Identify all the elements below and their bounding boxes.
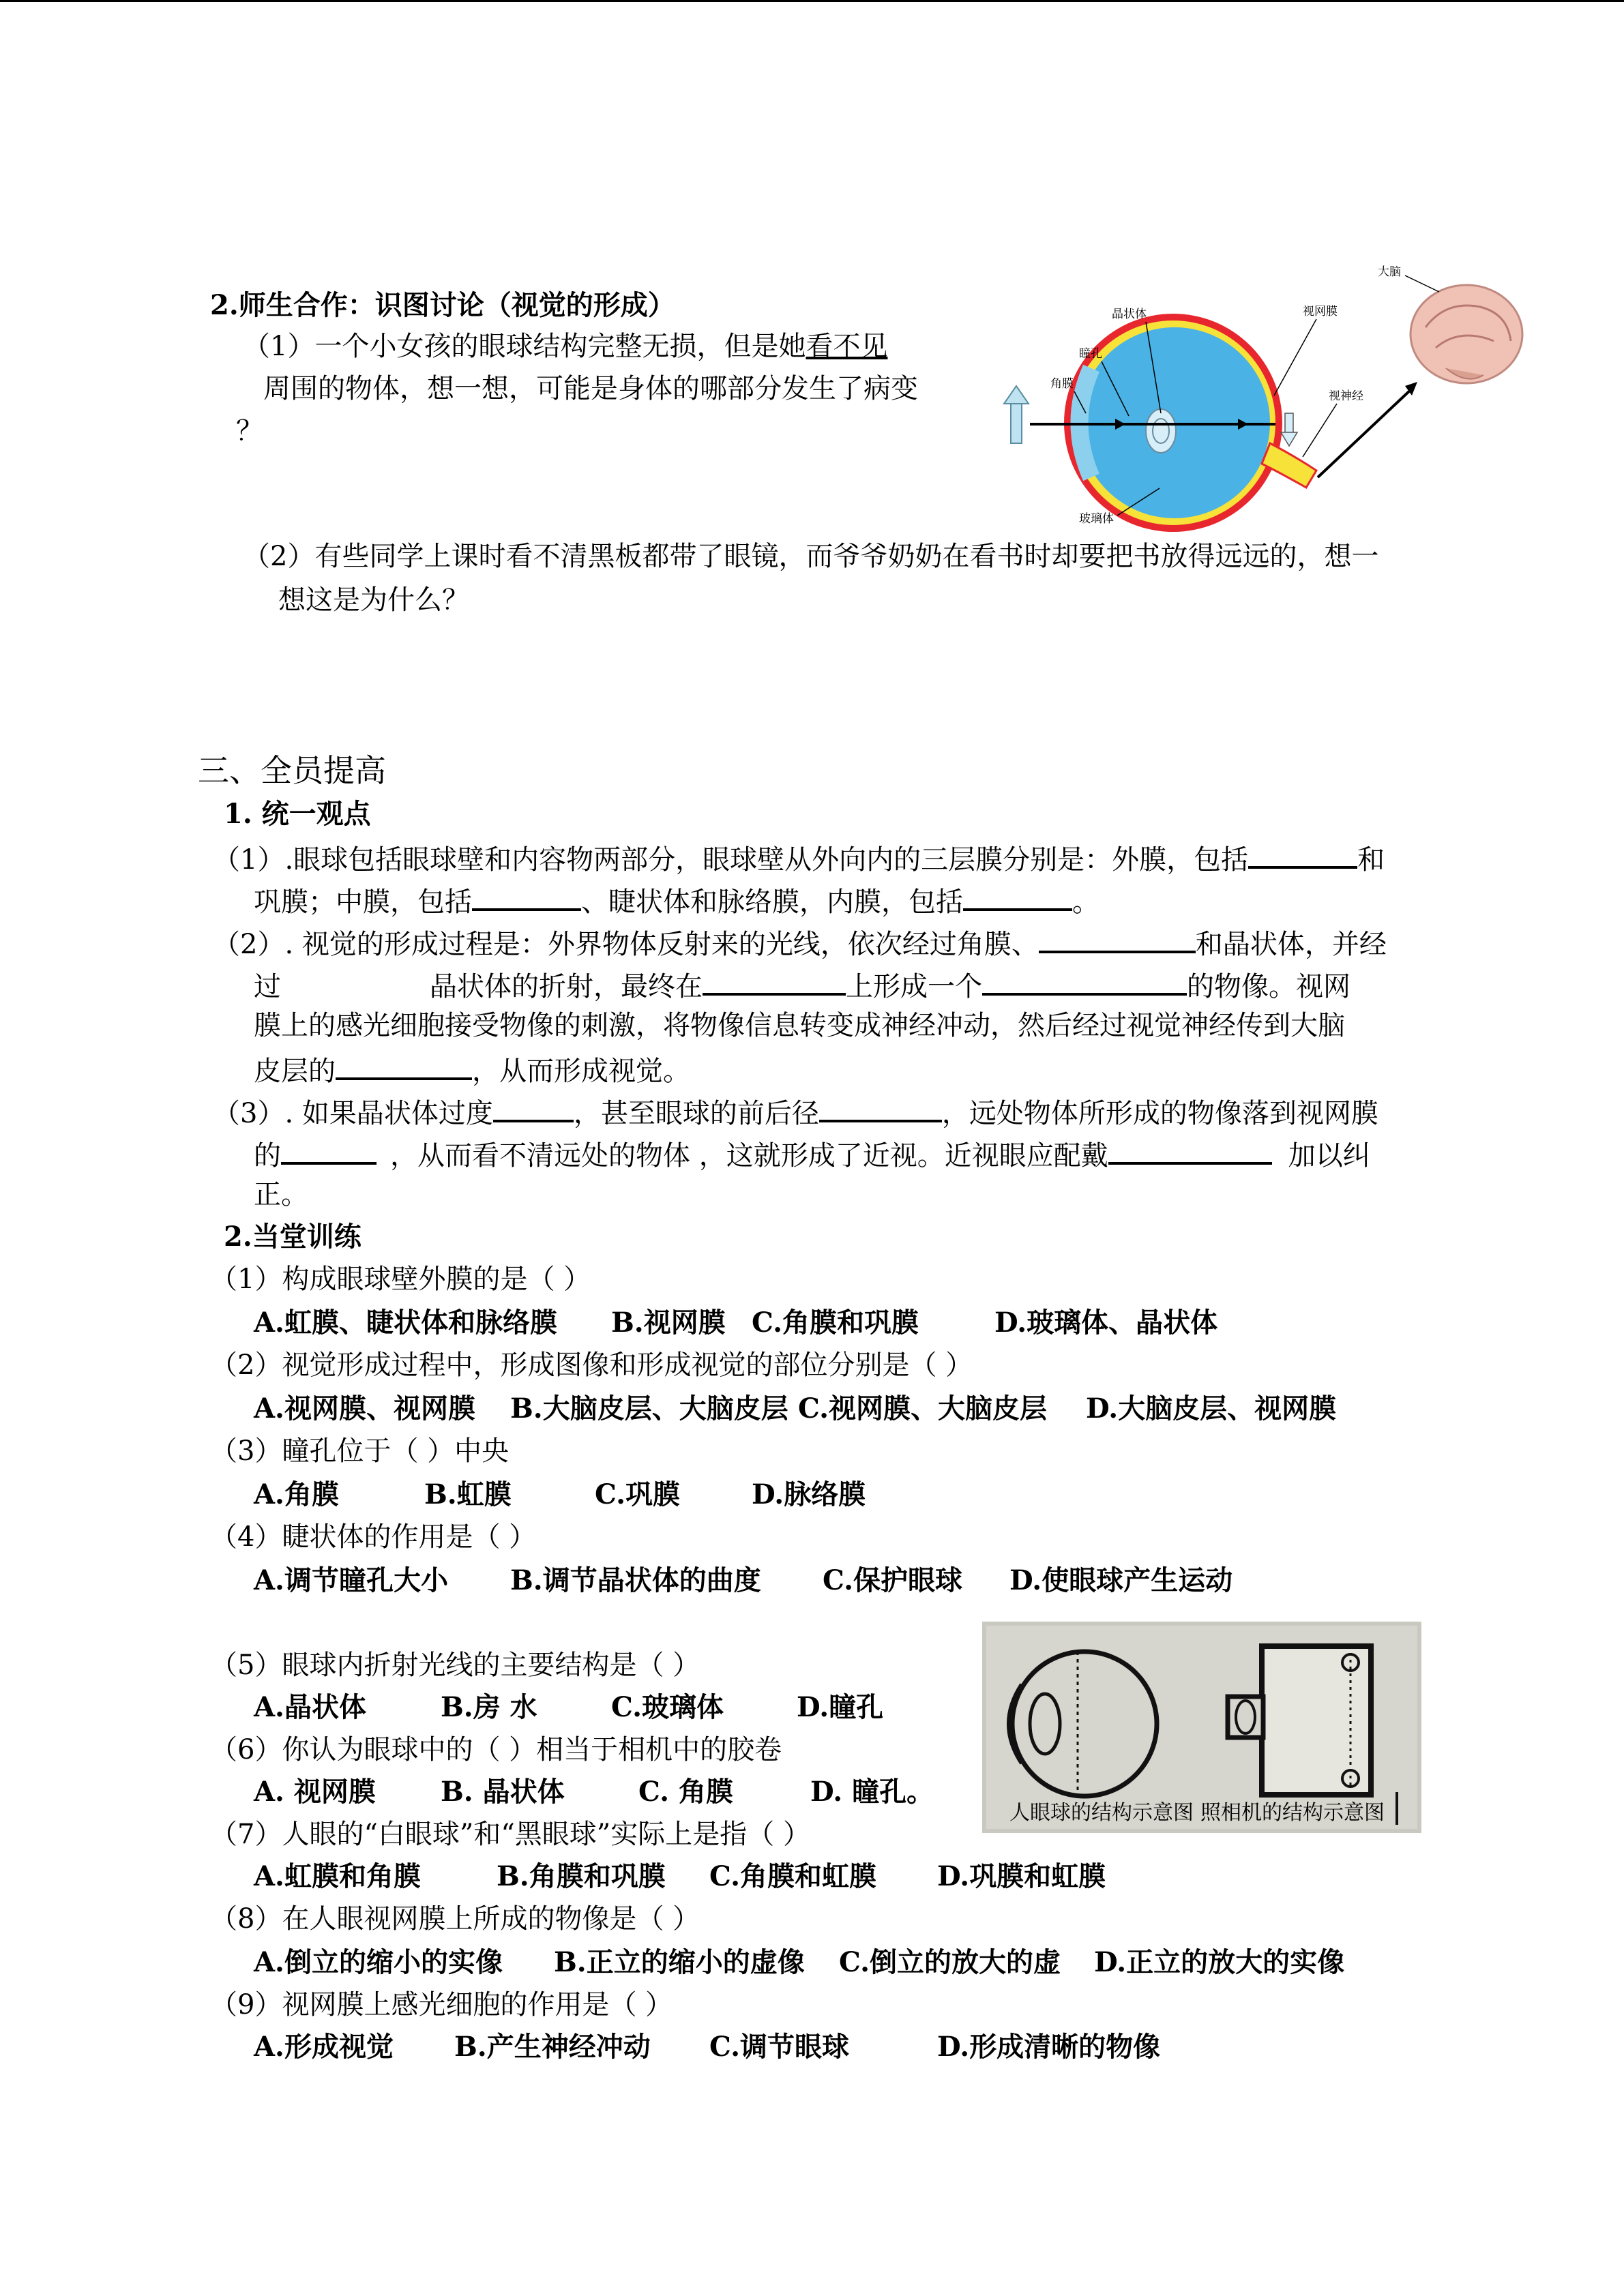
q3-option-c[interactable]: C.巩膜 (595, 1478, 681, 1510)
label-optic-nerve: 视神经 (1329, 389, 1363, 403)
blank-11[interactable] (1108, 1132, 1272, 1165)
label-lens: 晶状体 (1112, 308, 1147, 321)
fill-1-line-2: 巩膜；中膜，包括 、睫状体和脉络膜，内膜，包括 。 (254, 878, 1099, 923)
label-pupil: 瞳孔 (1079, 347, 1102, 361)
q1-option-a[interactable]: A.虹膜、睫状体和脉络膜 (254, 1307, 557, 1339)
blank-1[interactable] (1248, 836, 1357, 869)
q8-option-a[interactable]: A.倒立的缩小的实像 (254, 1946, 503, 1978)
fill-2-line-3: 膜上的感光细胞接受物像的刺激，将物像信息转变成神经冲动，然后经过视觉神经传到大脑 (254, 1010, 1345, 1041)
optic-nerve-shape (1262, 443, 1316, 488)
light-source-arrow-icon (1004, 386, 1029, 443)
fill-2-line-2: 过 晶状体的折射，最终在 上形成一个 的物像。视网 (254, 963, 1350, 1007)
q6-option-d[interactable]: D. 瞳孔。 (810, 1776, 934, 1808)
q4-option-c[interactable]: C.保护眼球 (823, 1564, 963, 1596)
q3-option-b[interactable]: B.虹膜 (424, 1478, 512, 1510)
q2-option-a[interactable]: A.视网膜、视网膜 (254, 1392, 475, 1425)
q4-option-d[interactable]: D.使眼球产生运动 (1009, 1564, 1233, 1596)
question-stem-9: （9）视网膜上感光细胞的作用是（ ） (210, 1989, 673, 2021)
q5-option-c[interactable]: C.玻璃体 (611, 1691, 724, 1723)
eye-vision-diagram (1003, 252, 1528, 532)
label-retina: 视网膜 (1303, 305, 1338, 318)
q5-option-d[interactable]: D.瞳孔 (797, 1691, 884, 1723)
q7-option-a[interactable]: A.虹膜和角膜 (254, 1860, 421, 1892)
q9-option-c[interactable]: C.调节眼球 (709, 2031, 850, 2063)
label-vitreous: 玻璃体 (1079, 512, 1114, 526)
question-2-1-line-1: （1）一个小女孩的眼球结构完整无损，但是她看不见 (243, 331, 888, 362)
label-cornea: 角膜 (1050, 377, 1074, 391)
blank-5[interactable] (703, 963, 846, 996)
fill-2-line-4: 皮层的 ，从而形成视觉。 (254, 1047, 690, 1092)
q4-option-b[interactable]: B.调节晶状体的曲度 (510, 1564, 761, 1596)
blank-10[interactable] (281, 1132, 377, 1165)
q8-option-c[interactable]: C.倒立的放大的虚 (839, 1946, 1061, 1978)
blank-4[interactable] (1039, 921, 1196, 953)
fill-3-line-1: （3）. 如果晶状体过度 ，甚至眼球的前后径 ，远处物体所形成的物像落到视网膜 (213, 1090, 1378, 1134)
q9-option-a[interactable]: A.形成视觉 (254, 2031, 394, 2063)
fill-1-line-1: （1）.眼球包括眼球壁和内容物两部分，眼球壁从外向内的三层膜分别是：外膜，包括 和 (213, 836, 1385, 880)
caption-camera-structure: 照相机的结构示意图 (1200, 1801, 1385, 1825)
q2-option-c[interactable]: C.视网膜、大脑皮层 (798, 1392, 1048, 1425)
lens-shape (1146, 409, 1176, 453)
q2-option-b[interactable]: B.大脑皮层、大脑皮层 (510, 1392, 788, 1425)
section-3-heading: 三、全员提高 (198, 752, 386, 789)
q4-option-a[interactable]: A.调节瞳孔大小 (254, 1564, 448, 1596)
q6-option-b[interactable]: B. 晶状体 (441, 1776, 565, 1808)
page-top-border (0, 0, 1624, 2)
blank-3[interactable] (963, 878, 1072, 911)
blank-2[interactable] (472, 878, 581, 911)
q9-option-b[interactable]: B.产生神经冲动 (454, 2031, 651, 2063)
question-stem-3: （3）瞳孔位于（ ）中央 (210, 1435, 510, 1467)
brain-illustration (1411, 285, 1522, 383)
question-2-1-line-3: ？ (236, 415, 263, 447)
question-2-2-line-2: 想这是为什么？ (278, 584, 469, 616)
blank-8[interactable] (493, 1090, 574, 1122)
question-stem-6: （6）你认为眼球中的（ ）相当于相机中的胶卷 (210, 1734, 782, 1765)
question-2-2-line-1: （2）有些同学上课时看不清黑板都带了眼镜，而爷爷奶奶在看书时却要把书放得远远的，想一 (243, 541, 1379, 572)
q6-option-c[interactable]: C. 角膜 (638, 1776, 733, 1808)
q6-option-a[interactable]: A. 视网膜 (254, 1776, 376, 1808)
q8-option-d[interactable]: D.正立的放大的实像 (1094, 1946, 1345, 1978)
q3-option-d[interactable]: D.脉络膜 (752, 1478, 866, 1510)
question-stem-8: （8）在人眼视网膜上所成的物像是（ ） (210, 1903, 700, 1935)
section-3-sub-2: 2.当堂训练 (224, 1221, 361, 1253)
eye-camera-comparison-figure (982, 1622, 1421, 1833)
section-2-heading: 2.师生合作：识图讨论（视觉的形成） (210, 289, 675, 321)
question-2-1-line-2: 周围的物体，想一想，可能是身体的哪部分发生了病变 (263, 373, 918, 404)
blank-7[interactable] (336, 1047, 472, 1080)
q1-option-c[interactable]: C.角膜和巩膜 (752, 1307, 919, 1339)
fill-3-line-2: 的 ，从而看不清远处的物体 ，这就形成了近视。近视眼应配戴 加以纠 (254, 1132, 1370, 1176)
q1-option-d[interactable]: D.玻璃体、晶状体 (994, 1307, 1218, 1339)
q7-option-c[interactable]: C.角膜和虹膜 (709, 1860, 877, 1892)
question-stem-7: （7）人眼的“白眼球”和“黑眼球”实际上是指（ ） (210, 1819, 810, 1850)
label-brain: 大脑 (1378, 265, 1401, 279)
q7-option-b[interactable]: B.角膜和巩膜 (497, 1860, 666, 1892)
blank-6[interactable] (982, 963, 1187, 996)
q1-option-b[interactable]: B.视网膜 (611, 1307, 726, 1339)
question-stem-1: （1）构成眼球壁外膜的是（ ） (210, 1264, 591, 1295)
q8-option-b[interactable]: B.正立的缩小的虚像 (554, 1946, 805, 1978)
q2-option-d[interactable]: D.大脑皮层、视网膜 (1086, 1392, 1337, 1425)
caption-eye-structure: 人眼球的结构示意图 (1009, 1801, 1194, 1825)
q5-option-a[interactable]: A.晶状体 (254, 1691, 366, 1723)
q3-option-a[interactable]: A.角膜 (254, 1478, 339, 1510)
blank-9[interactable] (819, 1090, 942, 1122)
fill-2-line-1: （2）. 视觉的形成过程是：外界物体反射来的光线，依次经过角膜、 和晶状体，并经 (213, 921, 1387, 965)
section-3-sub-1: 1. 统一观点 (224, 798, 371, 830)
fill-3-line-3: 正。 (254, 1179, 308, 1210)
q9-option-d[interactable]: D.形成清晰的物像 (937, 2031, 1161, 2063)
q5-option-b[interactable]: B.房 水 (441, 1691, 537, 1723)
question-stem-5: （5）眼球内折射光线的主要结构是（ ） (210, 1650, 700, 1681)
question-stem-2: （2）视觉形成过程中，形成图像和形成视觉的部位分别是（ ） (210, 1350, 973, 1381)
question-stem-4: （4）睫状体的作用是（ ） (210, 1521, 537, 1553)
q7-option-d[interactable]: D.巩膜和虹膜 (937, 1860, 1106, 1892)
